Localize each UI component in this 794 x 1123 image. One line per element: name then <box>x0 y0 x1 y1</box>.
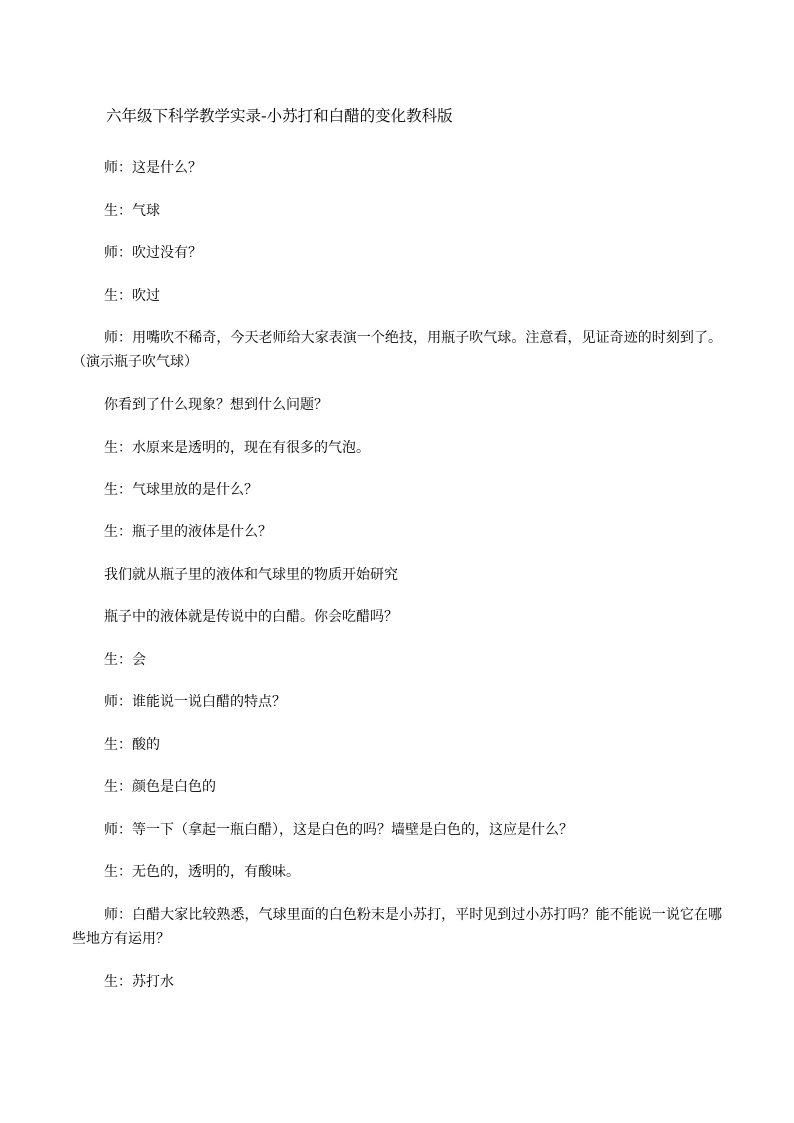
paragraph: 生：吹过 <box>104 288 160 304</box>
paragraph: 生：瓶子里的液体是什么？ <box>104 524 272 540</box>
paragraph: 师：这是什么？ <box>104 160 202 176</box>
paragraph: 生：气球 <box>104 203 160 219</box>
paragraph: 生：无色的，透明的，有酸味。 <box>104 864 300 880</box>
document-title: 六年级下科学教学实录-小苏打和白醋的变化教科版 <box>106 107 453 125</box>
paragraph: 生：会 <box>104 652 146 668</box>
paragraph: 瓶子中的液体就是传说中的白醋。你会吃醋吗？ <box>104 609 398 625</box>
paragraph: 你看到了什么现象？想到什么问题？ <box>104 397 328 413</box>
paragraph: 生：气球里放的是什么？ <box>104 482 258 498</box>
paragraph: 师：谁能说一说白醋的特点？ <box>104 694 286 710</box>
paragraph: 师：用嘴吹不稀奇，今天老师给大家表演一个绝技，用瓶子吹气球。注意看，见证奇迹的时刻到了。（演示瓶子吹气球） <box>72 330 722 370</box>
paragraph: 师：等一下（拿起一瓶白醋），这是白色的吗？墙壁是白色的，这应是什么？ <box>104 822 573 838</box>
paragraph: 生：苏打水 <box>104 974 174 990</box>
paragraph: 生：水原来是透明的，现在有很多的气泡。 <box>104 440 370 456</box>
paragraph: 我们就从瓶子里的液体和气球里的物质开始研究 <box>104 567 398 583</box>
paragraph: 生：酸的 <box>104 737 160 753</box>
paragraph: 师：白醋大家比较熟悉，气球里面的白色粉末是小苏打，平时见到过小苏打吗？能不能说一说它在哪些地方有运用？ <box>72 907 722 947</box>
paragraph: 生：颜色是白色的 <box>104 779 216 795</box>
paragraph: 师：吹过没有？ <box>104 245 202 261</box>
